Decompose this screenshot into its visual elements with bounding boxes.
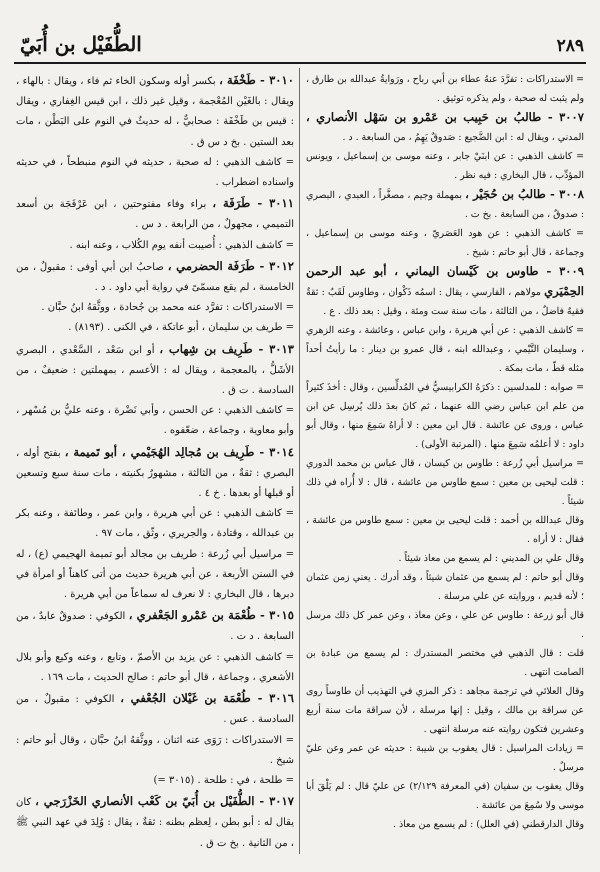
annotation-paragraph: وقال العلائي في ترجمة مجاهد : ذكر المزي في التهذيب أن طاوساً روى عن سراقة بن مالك ، وقيل : إنها مرسلة ، لأن سراقة مات سنة أربع وعشرين فتكون روايته عنه مرسلة انتهى . <box>306 686 584 735</box>
annotation-paragraph: وقال يعقوب بن سفيان (في المعرفة ٢/١٢٩) عن عليّ قال : لم يَلْقَ أبا موسى ولا سُمِعَ من عائشة . <box>306 781 584 811</box>
entry-body: بفتح أوله ، البصري : ثقةٌ ، من الثالثة ، مشهورٌ بكنيته ، مات سنة سبع وتسعين أو قبلها أو بعدها . خ ٤ . <box>16 447 294 500</box>
annotation-paragraph: = كاشف الذهبي : عن أبي هريرة ، وابن عباس ، وعائشة ، وعنه الزهري ، وسليمان التَّيْمي ، وعبدالله ابنه ، قال عمرو بن دينار : ما رأيتُ أحداً مثله قطّ ، مات بمكة . <box>306 325 584 374</box>
entry-body: الكوفي : مقبولٌ ، من السادسة . عس . <box>16 694 294 726</box>
annotation-paragraph: = طلحة ، في : طلحة . (٣٠١٥ =) <box>153 774 294 786</box>
annotation-paragraph: وقال علي بن المديني : لم يسمع من معاذ شيئاً . <box>398 553 584 564</box>
biography-entry <box>306 185 584 224</box>
annotation-paragraph: قال أبو زرعة : طاوس عن علي ، وعن معاذ ، وعن عمر كل ذلك مرسل . <box>306 610 584 640</box>
running-title: الطُّفَيْل بن أُبَيّ <box>20 32 142 56</box>
entry-heading: ٣٠١٤ - طَرِيف بن مُجالِد الهُجَيْمي ، أبو تَميمة ، <box>64 444 294 459</box>
annotation-paragraph: = صوابه : للمدلسين : ذكرَهُ الكرابيسيُّ في المُدلِّسين ، وقال : أخذَ كثيراً من علم ابن عباس رضي الله عنهما ، ثم كانَ بعدَ ذلك يُرسِل عن ابن عباس ، وروى عن عائشة . قال ابن معين : لا أراهُ سَمِعَ منها ، وقال أبو داود : لا أعلمُه سَمِعَ منها . (المرتبة الأولى) . <box>306 382 584 450</box>
annotation-paragraph: = كاشف الذهبي : له صحبة ، حديثه في النوم منبطحاً ، في حديثه واسناده اضطراب . <box>16 156 294 189</box>
biography-entry <box>16 193 294 235</box>
biography-entry <box>16 70 294 153</box>
annotation-paragraph: = كاشف الذهبي : عن يزيد بن الأصمّ ، وتابع ، وعنه وكيع وأبو بلال الأشعري ، وجماعة ، قال أبو حاتم : صالح الحديث ، مات ١٦٩ . <box>16 651 294 683</box>
annotation-paragraph: وقال أبو حاتم : لم يسمع من عثمان شيئاً ، وقد أدرك . يعني زمن عثمان ؛ لأنه قديم ، وروايته عن علي مرسلة . <box>306 572 584 602</box>
annotation-paragraph: = الاستدراكات : تفرَّد عنه محمد بن جُحادة ، ووثَّقهُ ابنُ حبَّان . <box>41 302 294 314</box>
annotation-paragraph: = مراسيل أبي زُرعة : طريف بن مجالد أبو تميمة الهجيمي (ع) ، له في السنن الأربعة ، عن أبي هريرة حديث من أتى كاهناً أو امرأة في دبرها ، قال البخاري : لا نعرف له سماعاً من أبي هريرة . <box>16 548 294 601</box>
annotation-paragraph: = كاشف الذهبي : عن ابنَيْ جابر ، وعنه موسى بن إسماعيل ، ويونس المؤدِّب ، قال البخاري : فيه نظر . <box>306 151 584 181</box>
entry-body: المدني ، ويقال له : ابن الضَّجيع : صَدوقٌ يَهِمُ ، من السابعة . د . <box>342 132 584 143</box>
page-number: ٢٨٩ <box>556 36 584 56</box>
entry-heading: ٣٠١١ - طَرَفَة ، <box>212 196 294 211</box>
biography-entry <box>16 256 294 298</box>
annotation-paragraph: قلت : قال الذهبي في مختصر المستدرك : لم يسمع من عبادة بن الصامت انتهى . <box>306 648 584 678</box>
entry-heading: ٣٠٠٧ - طالبُ بن حَبِيب بن عَمْرو بن سَهْل الأنصاري ، <box>306 110 584 124</box>
entry-body: أو ابن سَعْد ، السَّعْدي ، البصري الأشَلُّ ، بالمعجمة ، ويقال له : الأعسم ، بمهملتين : ضعيفٌ ، من السادسة . ت ق . <box>16 344 294 397</box>
entry-body: براء وفاء مفتوحتين ، ابن عَرْفَجَة بن أسعد التميمي ، مجهولٌ ، من الرابعة . د س . <box>16 199 294 231</box>
entry-heading: ٣٠١٠ - طَخْفَة ، <box>219 73 294 87</box>
entry-heading: ٣٠١٥ - طُعْمَة بن عَمْرو الجَعْفري ، <box>128 608 294 623</box>
entry-heading: ٣٠١٧ - الطُّفَيْل بن أُبَيّ بن كَعْب الأنصاري الخَزْرَجي ، <box>35 794 294 809</box>
annotation-paragraph: = الاستدراكات : تفرَّدَ عنهُ عطاء بن أبي رباح ، ورَوايةُ عبدالله بن طارق ، ولم يثبت له صحبة ، ولم يذكره توثيق . <box>306 74 584 104</box>
entry-heading: ٣٠١٦ - طُعْمَة بن غَيْلان الجُعْفي ، <box>120 691 294 706</box>
annotation-paragraph: = طريف بن سليمان ، أبو عاتكة ، في الكنى . (٨١٩٣) . <box>68 322 294 334</box>
annotation-paragraph: = كاشف الذهبي : عن أبي هريرة ، وابن عمر ، وطائفة ، وعنه بكر بن عبدالله ، وقتادة ، والجريري ، وثّق ، مات ٩٧ . <box>16 508 294 540</box>
entry-heading: ٣٠١٣ - طَرِيف بن شِهاب ، <box>159 341 294 356</box>
entry-body: الكوفي : صدوقٌ عابدٌ ، من السابعة . د ت . <box>16 611 294 643</box>
right-column <box>306 70 584 834</box>
entry-body: مولاهم ، الفارسي ، يقال : اسمُه ذَكْوان ، وطاوس لَقَبٌ : ثقةٌ فقيهٌ فاضلٌ ، من الثالثة ، مات سنة ست ومئة ، وقيل : بعد ذلك . ع . <box>306 287 584 317</box>
entry-heading: ٣٠٠٩ - طاوس بن كَيْسان اليماني ، أبو عبد الرحمن الحِمْيَري <box>306 264 585 298</box>
page-header <box>14 28 586 62</box>
annotation-paragraph: = كاشف الذهبي : عن الحسن ، وأبي نَضْرة ، وعنه عليُّ بن مُسْهر ، وأبو معاوية ، وجماعة ، ضعّفوه . <box>16 405 294 437</box>
left-column <box>16 70 294 854</box>
entry-heading: ٣٠٠٨ - طالبُ بن حُجَيْر ، <box>465 187 585 201</box>
column-separator <box>299 68 300 854</box>
entry-body: صاحبُ ابن أبي أوفى : مقبولٌ ، من الخامسة ، لم يقع مسمّىً في رواية أبي داود . د . <box>16 261 294 294</box>
biography-entry <box>16 605 294 647</box>
annotation-paragraph: = زيادات المراسيل : قال يعقوب بن شيبة : حديثه عن عمر وعن عليّ مرسلٌ . <box>306 743 584 773</box>
biography-entry <box>16 339 294 402</box>
biography-entry <box>16 791 294 854</box>
annotation-paragraph: وقال الدارقطني (في العلل) : لم يسمع من معاذ . <box>393 819 584 830</box>
entry-heading: ٣٠١٢ - طَرَفَة الحضرمي ، <box>167 258 294 273</box>
annotation-paragraph: = مراسيل أبي زُرعة : طاوس بن كيسان ، قال عباس بن محمد الدوري : قلت ليحيى بن معين : سمع طاوس من عائشة ، قال : لا أُراه في ذلك شيئاً . <box>306 458 584 507</box>
biography-entry <box>16 688 294 730</box>
entry-body: بكسر أوله وسكون الخاء ثم فاء ، ويقال : بالهاء ، ويقال : بالغَيْن المُعْجمة ، وقيل غير ذلك ، ابن قيس الغِفاري ، ويقال : قيس بن طَخْفَة : صحابيٌّ ، له حديثٌ في النوم على البَطْن ، مات بعد الستين . بخ د س ق . <box>16 76 294 148</box>
annotation-paragraph: = كاشف الذهبي : عن هود العَصَريّ ، وعنه موسى بن إسماعيل ، وجماعة ، قال أبو حاتم : شيخ . <box>306 228 584 258</box>
biography-entry <box>16 442 294 505</box>
header-rule <box>14 62 586 64</box>
annotation-paragraph: = كاشف الذهبي : أُصيبت أنفه يوم الكُلاب ، وعنه ابنه . <box>69 239 294 251</box>
biography-entry <box>306 108 584 147</box>
annotation-paragraph: وقال عبدالله بن أحمد : قلت ليحيى بن معين : سمع طاوس من عائشة ، فقال : لا أراه . <box>306 515 584 545</box>
biography-entry <box>306 262 584 321</box>
annotation-paragraph: = الاستدراكات : رَوَى عنه اثنان ، ووثَّقهُ ابنُ حبَّان ، وقال أبو حاتم : شيخ . <box>16 734 294 766</box>
entry-body: كان يقال له : أبو بطن ، لِعظم بطنه : ثقةٌ ، يقال : وُلِدَ في عهد النبي ﷺ ، من الثانية . بخ ت ق . <box>16 797 294 849</box>
entry-body: بمهملة وجيم ، مصغَّراً ، العبدي ، البصري : صدوقٌ ، من السابعة . بخ ت . <box>306 190 584 220</box>
